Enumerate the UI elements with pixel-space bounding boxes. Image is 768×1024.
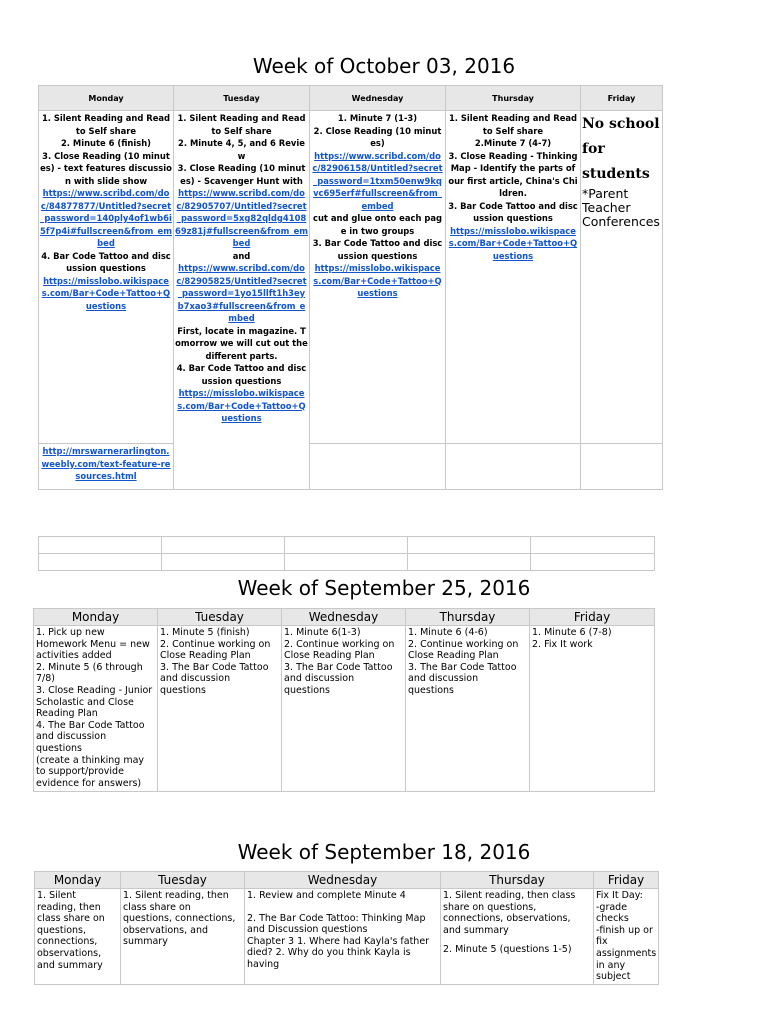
header-tuesday: Tuesday	[158, 609, 282, 626]
header-thursday: Thursday	[406, 609, 530, 626]
table-header-row	[35, 872, 659, 889]
thursday-cell	[441, 889, 594, 985]
tuesday-cell	[158, 626, 282, 792]
friday-cell	[581, 111, 663, 444]
list-item: -finish up or fix assignments in any subject	[596, 924, 657, 983]
week-schedule-table	[33, 608, 655, 792]
list-item: 1. Minute 5 (finish)	[160, 627, 250, 638]
header-thursday: Thursday	[446, 86, 581, 111]
list-item: 2. Fix It work	[532, 638, 593, 650]
list-item: 1. Silent Reading and Read to Self share	[41, 113, 171, 136]
header-friday: Friday	[530, 609, 655, 626]
wednesday-cell	[310, 111, 446, 444]
text-feature-link[interactable]: http://mrswarnerarlington.weebly.com/text-feature-resources.html	[41, 446, 171, 481]
list-item: 1. Silent reading, then class share on questions, connections, observations, and summary	[37, 890, 105, 971]
list-item: 3. The Bar Code Tattoo and discussion questions	[284, 661, 393, 696]
list-item: 3. Bar Code Tattoo and discussion questions	[448, 200, 578, 223]
table-row	[39, 537, 655, 554]
table-row	[35, 889, 659, 985]
header-wednesday: Wednesday	[282, 609, 406, 626]
list-item: 1. Silent Reading and Read to Self share	[448, 113, 578, 136]
list-item: 4. The Bar Code Tattoo and discussion questions	[36, 719, 145, 754]
table-row	[39, 111, 663, 444]
header-monday: Monday	[34, 609, 158, 626]
wikispaces-link[interactable]: https://misslobo.wikispaces.com/Bar+Code+Tattoo+Questions	[313, 263, 442, 298]
list-item: 4. Bar Code Tattoo and discussion questions	[41, 250, 171, 273]
list-item: First, locate in magazine. Tomorrow we will cut out the different parts.	[175, 325, 308, 361]
list-item: 3. The Bar Code Tattoo and discussion questions	[160, 661, 269, 696]
list-item: 3. Close Reading (10 minutes) - Scavenger Hunt with	[177, 163, 306, 186]
tuesday-cell	[121, 889, 245, 985]
header-wednesday: Wednesday	[310, 86, 446, 111]
friday-cell	[594, 889, 659, 985]
list-item: 1. Minute 6 (4-6)	[408, 627, 488, 638]
header-tuesday: Tuesday	[174, 86, 310, 111]
list-item: -grade checks	[596, 901, 629, 925]
thursday-cell	[406, 626, 530, 792]
list-item: 3. The Bar Code Tattoo and discussion questions	[408, 661, 517, 696]
week-title: Week of September 25, 2016	[237, 576, 531, 600]
friday-cell	[581, 444, 663, 490]
scribd-link[interactable]: https://www.scribd.com/doc/82905825/Untitled?secret_password=1yo15llft1h3eyb7xao3#fullscreen&from_embed	[176, 263, 307, 323]
list-item: 1. Minute 6(1-3)	[284, 627, 361, 638]
list-item: 1. Minute 6 (7-8)	[532, 627, 612, 638]
list-item: Fix It Day:	[596, 890, 643, 901]
list-item: 1. Pick up new Homework Menu = new activities added	[36, 627, 150, 662]
scribd-link[interactable]: https://www.scribd.com/doc/82906158/Untitled?secret_password=1txm50enw9kqvc695erf#fullscreen&from_embed	[312, 150, 443, 211]
list-item: 2. Continue working on Close Reading Plan	[160, 638, 271, 662]
wednesday-cell	[282, 626, 406, 792]
list-item: 4. Bar Code Tattoo and discussion questions	[176, 363, 307, 386]
monday-cell	[39, 111, 174, 444]
week-schedule-table	[38, 85, 663, 490]
no-school-note: No school for students	[582, 116, 660, 182]
wikispaces-link[interactable]: https://misslobo.wikispaces.com/Bar+Code+Tattoo+Questions	[448, 225, 578, 261]
empty-table	[38, 536, 655, 571]
header-friday: Friday	[581, 86, 663, 111]
header-monday: Monday	[35, 872, 121, 889]
table-row	[39, 444, 663, 490]
list-item: 3. Close Reading - Junior Scholastic and Close Reading Plan	[36, 684, 153, 720]
list-item: 2. Continue working on Close Reading Plan	[284, 638, 395, 662]
list-item: 2. Continue working on Close Reading Plan	[408, 638, 519, 662]
wikispaces-link[interactable]: https://misslobo.wikispaces.com/Bar+Code+Tattoo+Questions	[41, 275, 171, 311]
monday-cell	[35, 889, 121, 985]
wednesday-cell	[310, 444, 446, 490]
list-item: 3. Close Reading (10 minutes) - text features discussion with slide show	[40, 150, 172, 186]
list-item: 2. Minute 5 (questions 1-5)	[443, 944, 572, 956]
list-item: 3. Bar Code Tattoo and discussion questions	[312, 238, 443, 261]
week-schedule-table	[34, 871, 659, 985]
week-title: Week of September 18, 2016	[237, 840, 531, 864]
table-row	[34, 626, 655, 792]
header-tuesday: Tuesday	[121, 872, 245, 889]
scribd-link[interactable]: https://www.scribd.com/doc/82905707/Untitled?secret_password=5xg82qldg410869z81j#fullscreen&from_embed	[175, 188, 308, 248]
conference-note: *Parent Teacher Conferences	[582, 186, 660, 229]
list-item: 2. Close Reading (10 minutes)	[313, 125, 442, 148]
monday-cell	[39, 444, 174, 490]
list-item: 1. Silent reading, then class share on questions, connections, observations, and summary	[443, 890, 576, 936]
list-item: 1. Minute 7 (1-3)	[337, 113, 418, 123]
monday-cell	[34, 626, 158, 792]
table-header-row	[39, 86, 663, 111]
scribd-link[interactable]: https://www.scribd.com/doc/84877877/Untitled?secret_password=140ply4of1wb6i5f7p4i#fullscreen&from_embed	[40, 188, 172, 248]
table-header-row	[34, 609, 655, 626]
list-item: 2. Minute 4, 5, and 6 Review	[178, 138, 305, 161]
list-item: 1. Review and complete Minute 4	[247, 890, 406, 901]
list-item: cut and glue onto each page in two groups	[313, 213, 442, 236]
list-item: and	[232, 250, 251, 261]
wednesday-cell	[245, 889, 441, 985]
header-wednesday: Wednesday	[245, 872, 441, 889]
header-friday: Friday	[594, 872, 659, 889]
thursday-cell	[446, 444, 581, 490]
list-item: 1. Silent Reading and Read to Self share	[177, 113, 306, 136]
list-item: 1. Silent reading, then class share on questions, connections, observations, and summary	[123, 890, 236, 948]
list-item: 2.Minute 7 (4-7)	[474, 138, 552, 148]
tuesday-cell	[174, 111, 310, 490]
table-row	[39, 554, 655, 571]
wikispaces-link[interactable]: https://misslobo.wikispaces.com/Bar+Code+Tattoo+Questions	[177, 388, 306, 423]
header-monday: Monday	[39, 86, 174, 111]
list-item: 3. Close Reading - Thinking Map - Identify the parts of our first article, China's Children.	[448, 150, 578, 198]
header-thursday: Thursday	[441, 872, 594, 889]
list-item: 2. The Bar Code Tattoo: Thinking Map and Discussion questions	[247, 912, 426, 936]
week-title: Week of October 03, 2016	[252, 54, 516, 78]
list-item: Chapter 3 1. Where had Kayla's father died? 2. Why do you think Kayla is having	[247, 935, 430, 970]
thursday-cell	[446, 111, 581, 444]
list-item: 2. Minute 6 (finish)	[60, 138, 152, 148]
list-item: 2. Minute 5 (6 through 7/8)	[36, 661, 143, 685]
friday-cell	[530, 626, 655, 792]
list-item: (create a thinking may to support/provide evidence for answers)	[36, 754, 145, 789]
